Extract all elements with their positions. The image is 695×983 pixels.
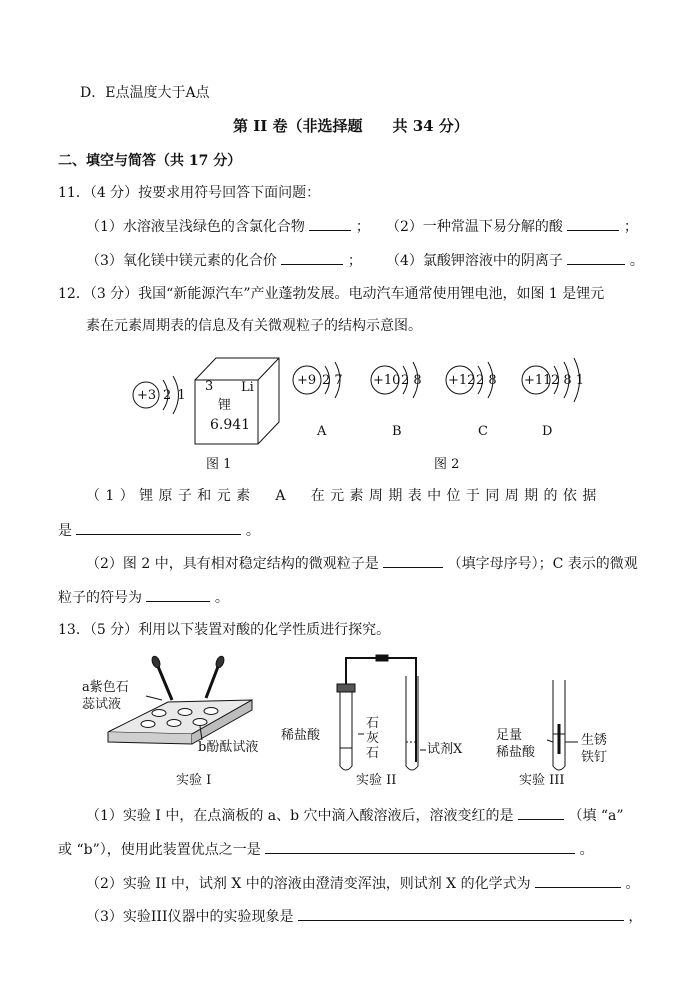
q11-part4-end: 。 (629, 253, 644, 269)
exp3-acid-line1: 足量 (496, 728, 523, 743)
answer-blank[interactable] (567, 217, 619, 231)
answer-blank[interactable] (383, 554, 443, 568)
spot-plate-front (108, 732, 192, 744)
q11-part3-end: ； (347, 253, 362, 269)
answer-blank[interactable] (567, 251, 625, 265)
particle-c-label: C (478, 424, 488, 439)
answer-blank[interactable] (518, 806, 564, 820)
exp3-nail-line1: 生锈 (581, 733, 608, 748)
spot-plate-well (141, 721, 155, 728)
spot-plate-well (204, 708, 218, 715)
exp1-label-a-line1: a紫色石 (82, 680, 129, 695)
exp1-label-a-line2: 蕊试液 (82, 697, 122, 712)
particle-b-shells: 2 8 (401, 373, 422, 388)
exp2-stone-2: 灰 (366, 731, 380, 746)
particle-a-shells: 2 7 (322, 373, 343, 388)
q13-part2 (86, 874, 640, 893)
particle-c-shells: 2 8 (476, 373, 497, 388)
tile-name: 锂 (218, 398, 232, 413)
spot-plate-well (167, 720, 181, 727)
answer-blank[interactable] (281, 251, 343, 265)
q12-part2-tail: （填字母序号）；C 表示的微观 (447, 556, 638, 572)
label-line-a (146, 696, 162, 700)
q12-part2-line2 (58, 588, 229, 607)
q12-figures (0, 340, 695, 480)
particle-d-shells: 2 8 1 (551, 373, 585, 388)
tube-acid (340, 690, 352, 770)
q11-part1-text: （1）水溶液呈浅绿色的含氯化合物 (86, 219, 305, 235)
q11-part3 (86, 251, 362, 270)
part2-title: 第 II 卷（非选择题 共 34 分） (233, 117, 469, 135)
spot-plate-well (152, 710, 166, 717)
exp1-label-b: b酚酞试液 (198, 740, 259, 755)
q13-part3-text: （3）实验III仪器中的实验现象是 (86, 909, 294, 925)
q13-stem: 13．（5 分）利用以下装置对酸的化学性质进行探究。 (58, 622, 391, 638)
spot-plate-well (178, 709, 192, 716)
exp2-stone-1: 石 (366, 716, 380, 731)
dropper-b-bulb (215, 655, 226, 669)
q13-part3-end: ， (628, 909, 643, 925)
tube-connector (376, 655, 388, 661)
particle-a-nucleus: +9 (297, 373, 317, 388)
particle-d-label: D (542, 424, 553, 439)
exp2-caption: 实验 II (356, 773, 397, 788)
particle-b-label: B (392, 424, 402, 439)
li-atom-nucleus: +3 (137, 388, 157, 403)
q12-part2-symbol-text: 粒子的符号为 (58, 590, 142, 606)
dropper-b (206, 664, 219, 698)
tile-atomic-number: 3 (205, 379, 214, 394)
answer-blank[interactable] (535, 874, 621, 888)
figure1-caption: 图 1 (206, 457, 232, 472)
q12-part1-end: 。 (245, 523, 260, 539)
q12-part1-line1: （1）锂原子和元素 A 在元素周期表中位于同周期的依据 (86, 488, 602, 504)
tube-stopper (337, 684, 355, 692)
section-heading: 二、填空与简答（共 17 分） (58, 153, 242, 169)
q11-part2-end: ； (623, 219, 638, 235)
q12-stem-line1: 12．（3 分）我国“新能源汽车”产业蓬勃发展。电动汽车通常使用锂电池，如图 1 是锂元 (58, 286, 605, 302)
option-d: D．E点温度大于A点 (80, 85, 210, 101)
q12-part1-is: 是 (58, 523, 72, 539)
q13-part2-text: （2）实验 II 中，试剂 X 中的溶液由澄清变浑浊，则试剂 X 的化学式为 (86, 876, 531, 892)
q11-part1 (86, 217, 370, 236)
q12-part2-line1 (86, 554, 638, 573)
q12-part1-line2 (58, 521, 260, 540)
particle-a-label: A (317, 424, 327, 439)
exp2-reagent-label: 试剂X (427, 742, 463, 757)
q13-part2-end: 。 (625, 876, 640, 892)
dropper-a-bulb (151, 655, 162, 669)
answer-blank[interactable] (146, 588, 210, 602)
q11-part3-text: （3）氧化镁中镁元素的化合价 (86, 253, 277, 269)
q12-part2-end: 。 (214, 590, 229, 606)
q13-part1-line1 (86, 806, 624, 825)
q11-part4 (386, 251, 644, 270)
q13-part1-line2 (58, 840, 594, 859)
particle-c-nucleus: +12 (448, 373, 476, 388)
q11-part2-text: （2）一种常温下易分解的酸 (386, 219, 563, 235)
exp1-caption: 实验 I (176, 773, 212, 788)
answer-blank[interactable] (76, 521, 241, 535)
label-line-acid-3 (547, 740, 553, 742)
q12-stem-line2: 素在元素周期表的信息及有关微观粒子的结构示意图。 (86, 318, 422, 334)
exp3-acid-line2: 稀盐酸 (496, 745, 536, 760)
exp2-acid-label: 稀盐酸 (281, 728, 321, 743)
q13-part1-text: （1）实验 I 中，在点滴板的 a、b 穴中滴入酸溶液后，溶液变红的是 (86, 808, 514, 824)
q11-stem: 11．（4 分）按要求用符号回答下面问题： (58, 185, 321, 201)
answer-blank[interactable] (265, 840, 575, 854)
answer-blank[interactable] (309, 217, 351, 231)
q13-part3 (86, 907, 642, 926)
q11-part1-end: ； (355, 219, 370, 235)
dropper-a (157, 664, 172, 700)
exp3-nail-line2: 铁钉 (581, 750, 608, 765)
answer-blank[interactable] (298, 907, 624, 921)
q13-part1-advantage-text: 或 “b”），使用此装置优点之一是 (58, 842, 261, 858)
q13-part1-end: 。 (579, 842, 594, 858)
spot-plate-well (193, 719, 207, 726)
li-atom-shells: 2 1 (163, 388, 187, 403)
tile-symbol: Li (241, 380, 254, 395)
particle-d-nucleus: +11 (524, 373, 552, 388)
q11-part4-text: （4）氯酸钾溶液中的阴离子 (386, 253, 563, 269)
q13-part1-tail: （填 “a” (568, 808, 624, 824)
q12-part2-text: （2）图 2 中，具有相对稳定结构的微观粒子是 (86, 556, 379, 572)
tile-mass: 6.941 (210, 417, 251, 433)
exp2-stone-3: 石 (366, 746, 380, 761)
q11-part2 (386, 217, 638, 236)
exp3-caption: 实验 III (519, 773, 565, 788)
particle-b-nucleus: +10 (373, 373, 401, 388)
figure2-caption: 图 2 (434, 457, 460, 472)
